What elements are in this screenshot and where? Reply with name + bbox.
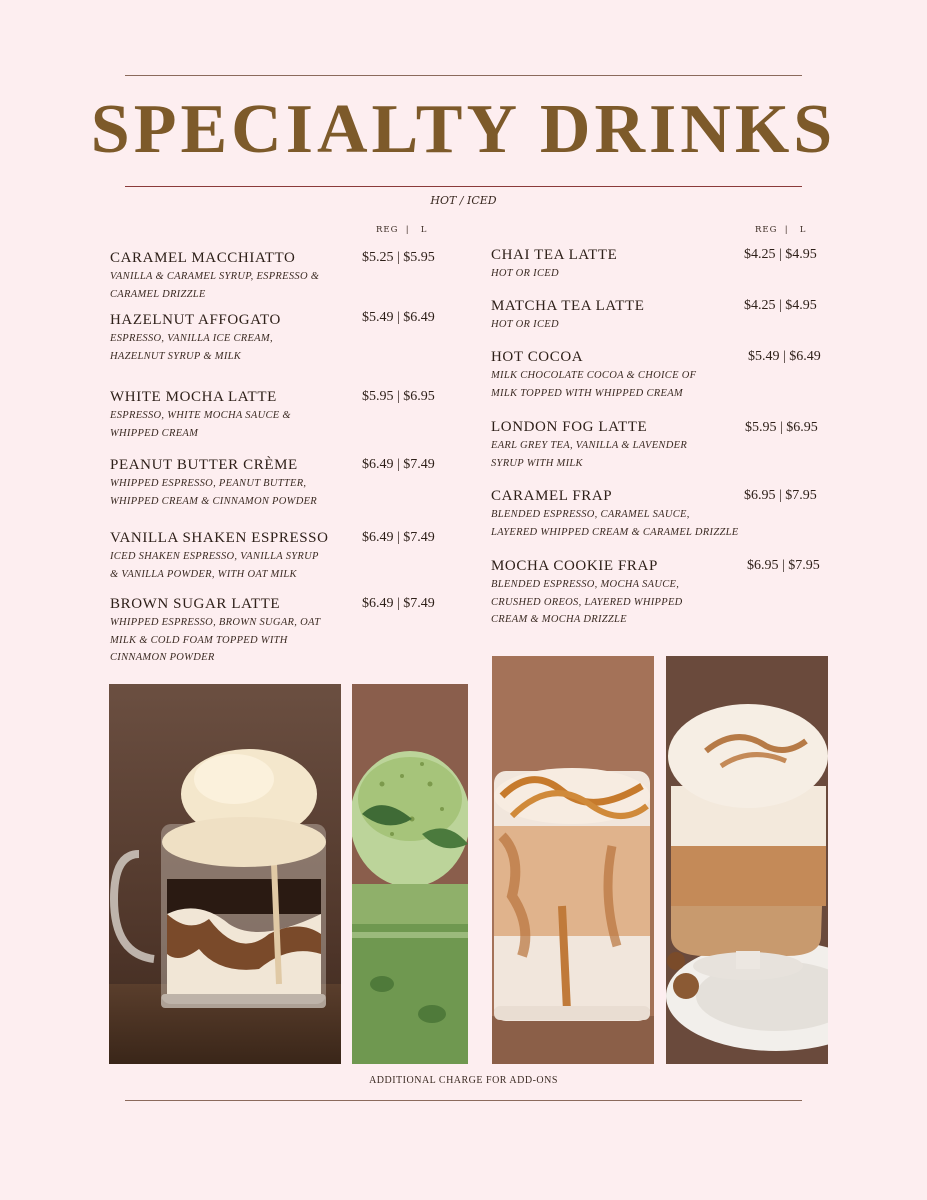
item-price: $6.49 | $7.49 <box>362 596 435 611</box>
item-name: LONDON FOG LATTE <box>491 419 648 435</box>
item-description: ESPRESSO, WHITE MOCHA SAUCE & WHIPPED CREAM <box>110 410 291 439</box>
subtitle: HOT / ICED <box>430 194 497 207</box>
item-name: WHITE MOCHA LATTE <box>110 389 277 405</box>
item-description: WHIPPED ESPRESSO, BROWN SUGAR, OAT MILK & COLD FOAM TOPPED WITH CINNAMON POWDER <box>110 617 321 663</box>
item-description: MILK CHOCOLATE COCOA & CHOICE OF MILK TOPPED WITH WHIPPED CREAM <box>491 370 697 399</box>
item-price: $4.25 | $4.95 <box>744 298 817 313</box>
item-price: $5.95 | $6.95 <box>362 389 435 404</box>
title-underline <box>125 186 802 187</box>
item-price: $6.49 | $7.49 <box>362 457 435 472</box>
item-name: VANILLA SHAKEN ESPRESSO <box>110 530 329 546</box>
item-name: MOCHA COOKIE FRAP <box>491 558 658 574</box>
item-price: $6.49 | $7.49 <box>362 530 435 545</box>
item-description: BLENDED ESPRESSO, MOCHA SAUCE, CRUSHED OREOS, LAYERED WHIPPED CREAM & MOCHA DRIZZLE <box>491 579 683 625</box>
item-price: $5.49 | $6.49 <box>362 310 435 325</box>
item-description: WHIPPED ESPRESSO, PEANUT BUTTER, WHIPPED CREAM & CINNAMON POWDER <box>110 478 318 507</box>
iced-caramel-latte-photo <box>492 656 654 1064</box>
page-title: SPECIALTY DRINKS <box>90 91 837 168</box>
item-description: ESPRESSO, VANILLA ICE CREAM, HAZELNUT SYRUP & MILK <box>110 333 273 362</box>
item-price: $4.25 | $4.95 <box>744 247 817 262</box>
item-price: $5.25 | $5.95 <box>362 250 435 265</box>
item-name: MATCHA TEA LATTE <box>491 298 645 314</box>
item-price: $5.95 | $6.95 <box>745 420 818 435</box>
item-description: EARL GREY TEA, VANILLA & LAVENDER SYRUP WITH MILK <box>491 440 688 469</box>
top-rule <box>125 75 802 76</box>
bottom-rule <box>125 1100 802 1101</box>
item-description: VANILLA & CARAMEL SYRUP, ESPRESSO & CARAMEL DRIZZLE <box>110 271 320 300</box>
add-ons-note: ADDITIONAL CHARGE FOR ADD-ONS <box>369 1075 558 1086</box>
item-name: CARAMEL MACCHIATTO <box>110 250 296 266</box>
affogato-photo <box>109 684 341 1064</box>
matcha-latte-photo <box>352 684 468 1064</box>
item-name: PEANUT BUTTER CRÈME <box>110 457 298 473</box>
item-name: CHAI TEA LATTE <box>491 247 618 263</box>
item-description: HOT OR ICED <box>491 319 559 330</box>
item-description: BLENDED ESPRESSO, CARAMEL SAUCE, LAYERED WHIPPED CREAM & CARAMEL DRIZZLE <box>491 509 739 538</box>
item-description: HOT OR ICED <box>491 268 559 279</box>
item-price: $6.95 | $7.95 <box>747 558 820 573</box>
cappuccino-photo <box>666 656 828 1064</box>
item-price: $6.95 | $7.95 <box>744 488 817 503</box>
size-header-left: REG | L <box>376 225 428 235</box>
item-name: HAZELNUT AFFOGATO <box>110 312 281 328</box>
item-price: $5.49 | $6.49 <box>748 349 821 364</box>
size-header-right: REG | L <box>755 225 807 235</box>
item-name: BROWN SUGAR LATTE <box>110 596 281 612</box>
item-name: CARAMEL FRAP <box>491 488 613 504</box>
item-description: ICED SHAKEN ESPRESSO, VANILLA SYRUP & VANILLA POWDER, WITH OAT MILK <box>110 551 319 580</box>
item-name: HOT COCOA <box>491 349 584 365</box>
